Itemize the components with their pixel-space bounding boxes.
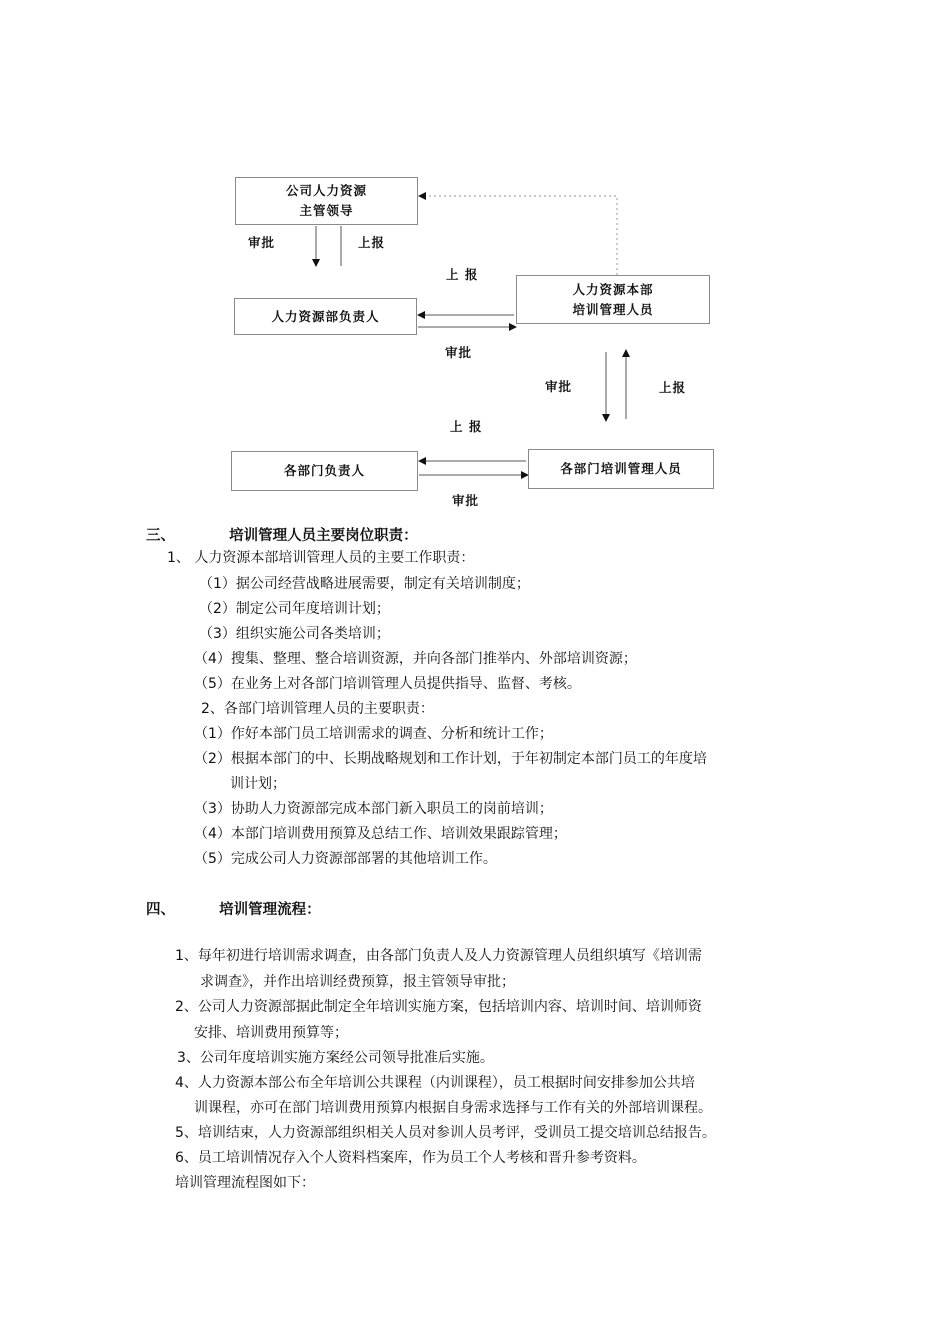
diagram-connectors	[0, 0, 950, 520]
box-hr-trainer-line2: 培训管理人员	[572, 301, 654, 317]
dotted-report-line	[419, 196, 617, 275]
section4-line-8: 5、培训结束，人力资源部组织相关人员对参训人员考评，受训员工提交培训总结报告。	[175, 1125, 716, 1141]
section4-line-1: 1、每年初进行培训需求调查，由各部门负责人及人力资源管理人员组织填写《培训需	[175, 948, 702, 964]
section4-line-10: 培训管理流程图如下：	[175, 1175, 315, 1191]
section4-line-7: 训课程，亦可在部门培训费用预算内根据自身需求选择与工作有关的外部培训课程。	[194, 1100, 712, 1116]
box-dept-trainer	[528, 449, 714, 489]
box-dept-trainer-label: 各部门培训管理人员	[560, 461, 682, 476]
box-hr-trainer-line1: 人力资源本部	[572, 281, 654, 297]
section4-line-4: 安排、培训费用预算等；	[194, 1025, 348, 1041]
section4-number: 四、	[146, 902, 175, 918]
box-dept-head-label: 各部门负责人	[283, 463, 365, 478]
box-dept-head	[231, 451, 418, 491]
box-company-hr-leader	[235, 177, 418, 225]
label-approve-2: 审批	[445, 345, 473, 360]
section3-sub2-item-2-cont: 训计划；	[230, 776, 286, 792]
section4-line-9: 6、员工培训情况存入个人资料档案库，作为员工个人考核和晋升参考资料。	[175, 1150, 646, 1166]
section4-heading	[146, 898, 321, 919]
section4-line-3: 2、公司人力资源部据此制定全年培训实施方案，包括培训内容、培训时间、培训师资	[175, 999, 702, 1015]
label-approve-4: 审批	[452, 493, 480, 508]
section3-sub2-item-4: （4）本部门培训费用预算及总结工作、培训效果跟踪管理；	[194, 826, 567, 842]
section3-number: 三、	[146, 528, 175, 544]
section3-sub2-item-5: （5）完成公司人力资源部部署的其他培训工作。	[194, 851, 497, 867]
label-report-4: 上 报	[450, 419, 483, 434]
label-report-1: 上报	[358, 235, 386, 250]
section3-sub1-item-5: （5）在业务上对各部门培训管理人员提供指导、监督、考核。	[194, 676, 581, 692]
section3-heading	[146, 524, 418, 545]
section4-title: 培训管理流程：	[219, 902, 321, 918]
section3-sub2-title: 2、各部门培训管理人员的主要职责：	[201, 701, 434, 717]
section3-sub1-item-4: （4）搜集、整理、整合培训资源，并向各部门推举内、外部培训资源；	[194, 651, 637, 667]
section4-line-6: 4、人力资源本部公布全年培训公共课程（内训课程），员工根据时间安排参加公共培	[175, 1075, 695, 1091]
label-report-2: 上 报	[446, 267, 479, 282]
section3-sub1-item-1: （1）据公司经营战略进展需要，制定有关培训制度；	[199, 576, 530, 592]
box-hr-trainer	[516, 275, 710, 324]
section3-title: 培训管理人员主要岗位职责：	[229, 528, 418, 544]
label-approve-3: 审批	[545, 379, 573, 394]
box-company-hr-leader-line2: 主管领导	[299, 203, 354, 218]
section3-sub1-title: 1、 人力资源本部培训管理人员的主要工作职责：	[167, 550, 475, 566]
label-approve-1: 审批	[248, 235, 276, 250]
box-company-hr-leader-line1: 公司人力资源	[285, 183, 367, 198]
box-hr-dept-head-label: 人力资源部负责人	[271, 308, 380, 324]
box-hr-dept-head	[234, 298, 417, 335]
section3-sub2-item-2: （2）根据本部门的中、长期战略规划和工作计划，于年初制定本部门员工的年度培	[194, 751, 707, 767]
section3-sub1-item-2: （2）制定公司年度培训计划；	[199, 601, 390, 617]
section4-line-5: 3、公司年度培训实施方案经公司领导批准后实施。	[177, 1050, 494, 1066]
section4-line-2: 求调查》，并作出培训经费预算，报主管领导审批；	[200, 974, 515, 990]
section3-sub1-item-3: （3）组织实施公司各类培训；	[199, 626, 390, 642]
org-flow-diagram	[0, 0, 950, 520]
label-report-3: 上报	[659, 380, 687, 395]
section3-sub2-item-3: （3）协助人力资源部完成本部门新入职员工的岗前培训；	[194, 801, 553, 817]
section3-sub2-item-1: （1）作好本部门员工培训需求的调查、分析和统计工作；	[194, 726, 553, 742]
